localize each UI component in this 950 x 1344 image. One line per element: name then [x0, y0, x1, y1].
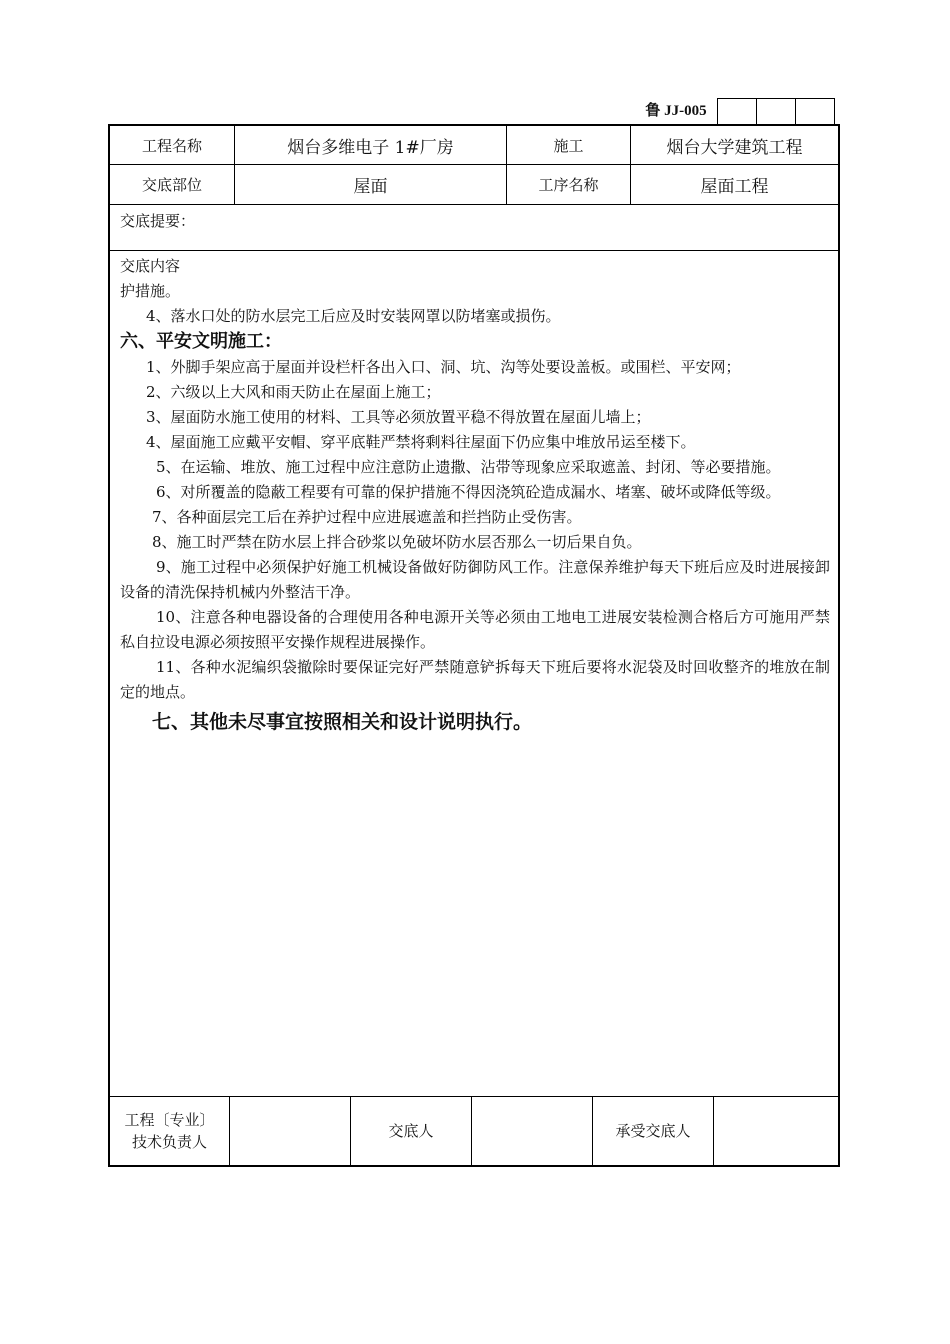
tech-lead-signature-field[interactable]	[230, 1097, 351, 1165]
tech-lead-label	[110, 1097, 230, 1165]
project-name-value: 烟台多维电子 1#厂房	[235, 126, 507, 164]
form-code-row	[634, 98, 835, 125]
form-code: 鲁 JJ-005	[645, 103, 707, 119]
disclosure-form	[108, 124, 840, 1167]
content-text: 4、落水口处的防水层完工后应及时安装网罩以防堵塞或损伤。	[146, 307, 561, 325]
list-item: 3、屋面防水施工使用的材料、工具等必须放置平稳不得放置在屋面儿墙上；	[146, 408, 651, 426]
tech-lead-label-line: 工程〔专业〕	[124, 1111, 215, 1129]
discloser-signature-field[interactable]	[472, 1097, 593, 1165]
header-row-project	[110, 126, 838, 165]
part-label: 交底部位	[110, 164, 235, 204]
form-code-box	[756, 98, 796, 125]
list-item: 7、各种面层完工后在养护过程中应进展遮盖和拦挡防止受伤害。	[152, 508, 582, 526]
header-row-part	[110, 164, 838, 205]
process-value: 屋面工程	[700, 176, 769, 197]
list-item: 1、外脚手架应高于屋面并设栏杆各出入口、洞、坑、沟等处要设盖板。或围栏、平安网；	[146, 358, 741, 376]
list-item: 10、注意各种电器设备的合理使用各种电源开关等必须由工地电工进展安装检测合格后方可施用严禁私自拉设电源必须按照平安操作规程进展操作。	[120, 608, 830, 651]
list-item: 5、在运输、堆放、施工过程中应注意防止遗撒、沾带等现象应采取遮盖、封闭、等必要措施。	[156, 458, 781, 476]
summary-label: 交底提要：	[120, 212, 196, 230]
list-item: 8、施工时严禁在防水层上拌合砂浆以免破坏防水层否那么一切后果自负。	[152, 533, 642, 551]
receiver-signature-field[interactable]	[714, 1097, 838, 1165]
receiver-label: 承受交底人	[593, 1097, 714, 1165]
disclosure-content	[120, 254, 830, 737]
form-code-box	[717, 98, 757, 125]
summary-section	[110, 204, 838, 251]
discloser-label: 交底人	[351, 1097, 472, 1165]
tech-lead-label-line: 技术负责人	[131, 1133, 207, 1151]
section-heading: 六、平安文明施工：	[120, 331, 282, 352]
signature-row	[110, 1096, 838, 1165]
list-item: 11、各种水泥编织袋撤除时要保证完好严禁随意铲拆每天下班后要将水泥袋及时回收整齐的堆放在制定的地点。	[120, 658, 830, 701]
construction-value: 烟台大学建筑工程	[666, 137, 803, 158]
list-item: 9、施工过程中必须保护好施工机械设备做好防御防风工作。注意保养维护每天下班后应及时进展接卸设备的清洗保持机械内外整洁干净。	[120, 558, 830, 601]
part-value: 屋面	[235, 164, 507, 204]
project-name-label: 工程名称	[110, 126, 235, 164]
section-heading: 七、其他未尽事宜按照相关和设计说明执行。	[152, 711, 533, 733]
content-text: 护措施。	[120, 282, 181, 300]
form-code-box	[795, 98, 835, 125]
list-item: 2、六级以上大风和雨天防止在屋面上施工；	[146, 383, 441, 401]
process-label: 工序名称	[507, 164, 631, 204]
list-item: 4、屋面施工应戴平安帽、穿平底鞋严禁将剩料往屋面下仍应集中堆放吊运至楼下。	[146, 433, 696, 451]
construction-label: 施工	[507, 126, 631, 164]
list-item: 6、对所覆盖的隐蔽工程要有可靠的保护措施不得因浇筑砼造成漏水、堵塞、破坏或降低等级。	[156, 483, 781, 501]
content-label: 交底内容	[120, 257, 181, 275]
